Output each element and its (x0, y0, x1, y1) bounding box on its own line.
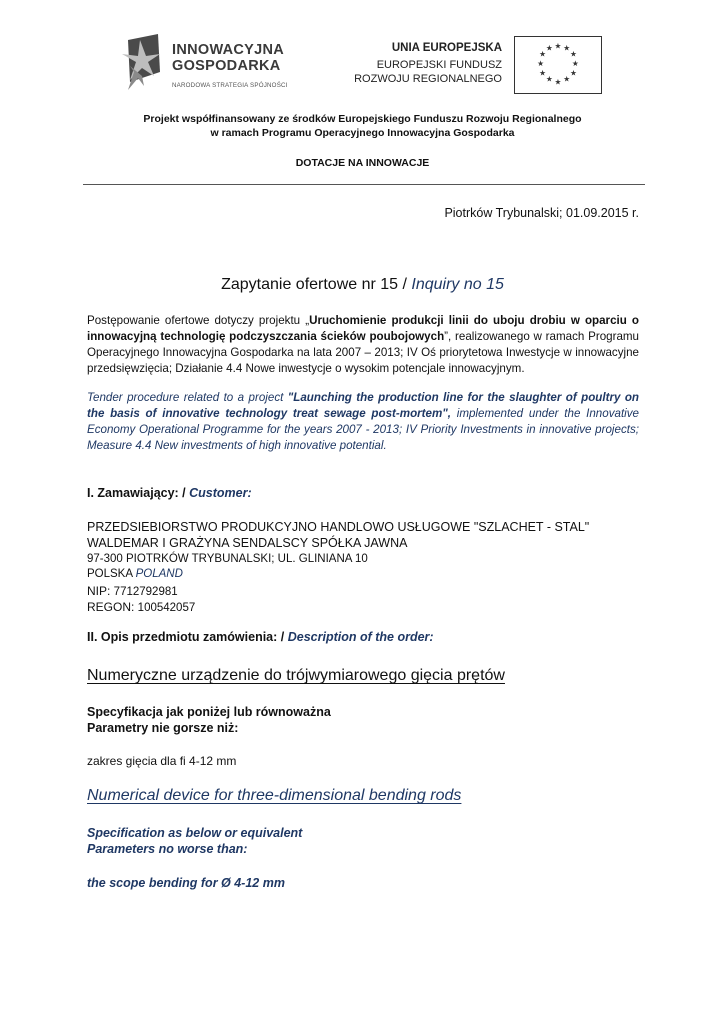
svg-text:★: ★ (554, 41, 562, 51)
ig-logo-name: INNOWACYJNA GOSPODARKA (172, 42, 285, 74)
star-emblem-icon (120, 32, 168, 94)
eu-title: UNIA EUROPEJSKA (391, 42, 502, 54)
param-en: the scope bending for Ø 4-12 mm (87, 876, 285, 890)
cofinance-line-2: w ramach Programu Operacyjnego Innowacyjna Gospodarka (210, 127, 515, 139)
svg-text:★: ★ (539, 68, 547, 78)
svg-text:★: ★ (545, 43, 553, 53)
item-title-en: Numerical device for three-dimensional bending rods (87, 787, 462, 804)
customer-country: POLSKA POLAND (87, 568, 183, 580)
title-pl: Zapytanie ofertowe nr 15 / (221, 276, 412, 293)
svg-text:★: ★ (539, 49, 547, 59)
svg-text:★: ★ (563, 43, 571, 53)
cofinance-line-1: Projekt współfinansowany ze środków Europejskiego Funduszu Rozwoju Regionalnego (143, 113, 582, 125)
svg-text:★: ★ (569, 68, 577, 78)
innowacyjna-gospodarka-logo (120, 32, 320, 94)
svg-text:★: ★ (554, 77, 562, 87)
intro-pl: Postępowanie ofertowe dotyczy projektu „Uruchomienie produkcji linii do uboju drobiu w oparciu o innowacyjną technologię podczyszczania ścieków poubojowych”, realizowanego w ramach Programu Operacyjnego Innowacyjna Gospodarka na lata 2007 – 2013; IV Oś priorytetowa Inwestycje w innowacyjne przedsięwzięcia; Działanie 4.4 Nowe inwestycje o wysokim potencjale innowacyjnym. (87, 314, 640, 375)
param-pl: zakres gięcia dla fi 4-12 mm (87, 754, 237, 768)
customer-name-line-1: PRZEDSIEBIORSTWO PRODUKCYJNO HANDLOWO USŁUGOWE "SZLACHET - STAL" (87, 520, 590, 534)
svg-text:★: ★ (537, 58, 545, 68)
item-title-pl: Numeryczne urządzenie do trójwymiarowego gięcia prętów (87, 667, 505, 684)
svg-text:★: ★ (545, 74, 553, 84)
eu-fund-name: EUROPEJSKI FUNDUSZ ROZWOJU REGIONALNEGO (354, 59, 502, 85)
customer-heading: I. Zamawiający: / Customer: (87, 486, 252, 500)
customer-regon: REGON: 100542057 (87, 600, 196, 614)
svg-text:★: ★ (571, 58, 579, 68)
page-title (0, 276, 725, 294)
svg-text:★: ★ (563, 74, 571, 84)
intro-en: Tender procedure related to a project "Launching the production line for the slaughter of poultry on the basis of innovative technology treat sewage post-mortem", implemented under the Innovative Economy Operational Programme for the years 2007 - 2013; IV Priority Investments in innovative projects; Measure 4.4 New investments of high innovative potential. (87, 391, 639, 452)
header-divider (83, 184, 645, 185)
order-heading: II. Opis przedmiotu zamówienia: / Description of the order: (87, 630, 434, 644)
spec-pl-line-1: Specyfikacja jak poniżej lub równoważna (87, 705, 331, 719)
place-date: Piotrków Trybunalski; 01.09.2015 r. (444, 206, 639, 220)
customer-name-line-2: WALDEMAR I GRAŻYNA SENDALSCY SPÓŁKA JAWNA (87, 536, 408, 550)
title-en: Inquiry no 15 (411, 276, 504, 293)
eu-flag-icon (514, 36, 602, 94)
program-name: DOTACJE NA INNOWACJE (295, 157, 430, 169)
spec-en-line-1: Specification as below or equivalent (87, 826, 303, 840)
customer-nip: NIP: 7712792981 (87, 584, 178, 598)
spec-pl-line-2: Parametry nie gorsze niż: (87, 721, 239, 735)
customer-address: 97-300 PIOTRKÓW TRYBUNALSKI; UL. GLINIANA 10 (87, 553, 368, 565)
eu-logo (356, 36, 606, 96)
svg-text:★: ★ (569, 49, 577, 59)
ig-logo-tagline: NARODOWA STRATEGIA SPÓJNOŚCI (172, 82, 288, 89)
spec-en-line-2: Parameters no worse than: (87, 842, 248, 856)
